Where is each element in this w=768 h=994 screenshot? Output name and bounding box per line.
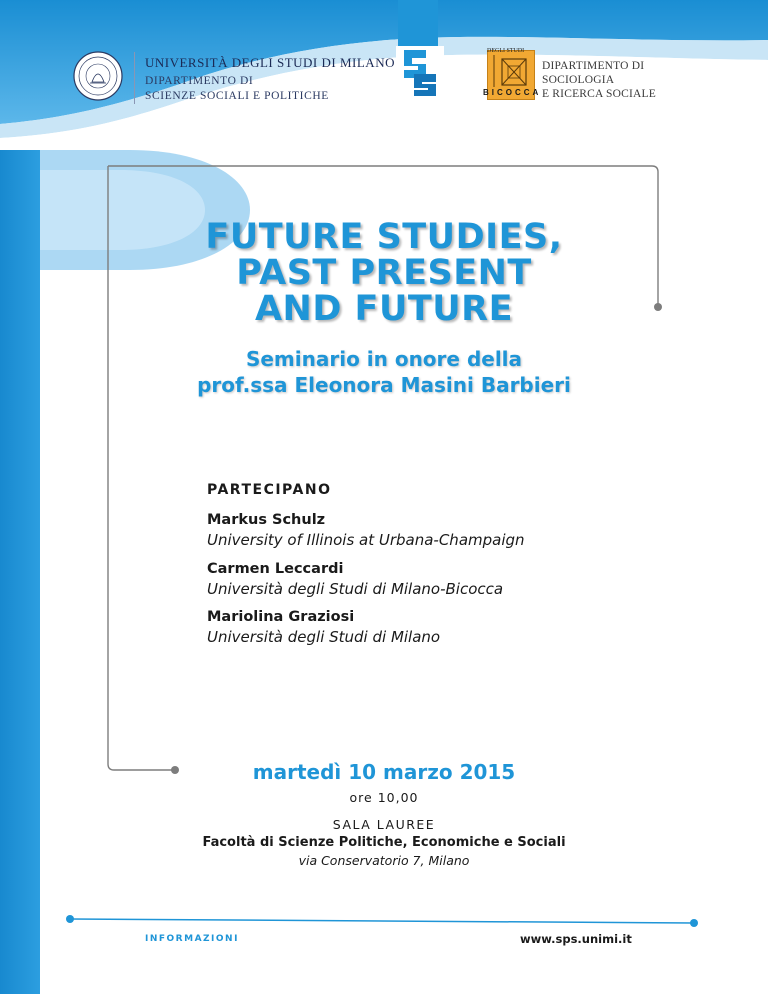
bicocca-caption: DEGLI STUDI [487,48,525,54]
bicocca-department-line1: DIPARTIMENTO DI [542,60,645,72]
footer-dot-left [66,915,74,923]
event-time: ore 10,00 [349,790,419,805]
participants-heading: PARTECIPANO [207,482,332,498]
header-separator [134,52,135,104]
bicocca-department-line3: E RICERCA SOCIALE [542,88,656,100]
participant-name: Markus Schulz [207,512,326,528]
event-title-line3: AND FUTURE [254,289,514,329]
participant-affiliation: Università degli Studi di Milano-Bicocca [207,580,504,598]
event-faculty: Facoltà di Scienze Politiche, Economiche e Sociali [202,835,566,850]
unimi-seal-icon [74,52,122,100]
unimi-department-line1: DIPARTIMENTO DI [145,75,254,87]
event-date: martedì 10 marzo 2015 [252,760,516,784]
unimi-department-line2: SCIENZE SOCIALI E POLITICHE [145,90,329,102]
bicocca-wordmark: BICOCCA [483,88,542,97]
info-label: INFORMAZIONI [145,934,239,944]
event-title-line2: PAST PRESENT [236,253,532,293]
sps-logo-tab [398,0,438,46]
event-title-line1: FUTURE STUDIES, [205,217,563,257]
participant-affiliation: University of Illinois at Urbana-Champaign [207,531,525,549]
participant-name: Carmen Leccardi [207,561,344,577]
event-hall: SALA LAUREE [332,817,436,832]
website-link[interactable]: www.sps.unimi.it [520,932,632,946]
participant-name: Mariolina Graziosi [207,609,355,625]
participant-affiliation: Università degli Studi di Milano [207,628,441,646]
bicocca-department-line2: SOCIOLOGIA [542,74,615,86]
unimi-name: UNIVERSITÀ DEGLI STUDI DI MILANO [145,55,395,70]
event-address: via Conservatorio 7, Milano [298,853,470,868]
footer-dot-right [690,919,698,927]
event-subtitle-line2: prof.ssa Eleonora Masini Barbieri [197,373,571,397]
event-subtitle-line1: Seminario in onore della [245,347,523,371]
sps-logo-icon [396,46,444,98]
